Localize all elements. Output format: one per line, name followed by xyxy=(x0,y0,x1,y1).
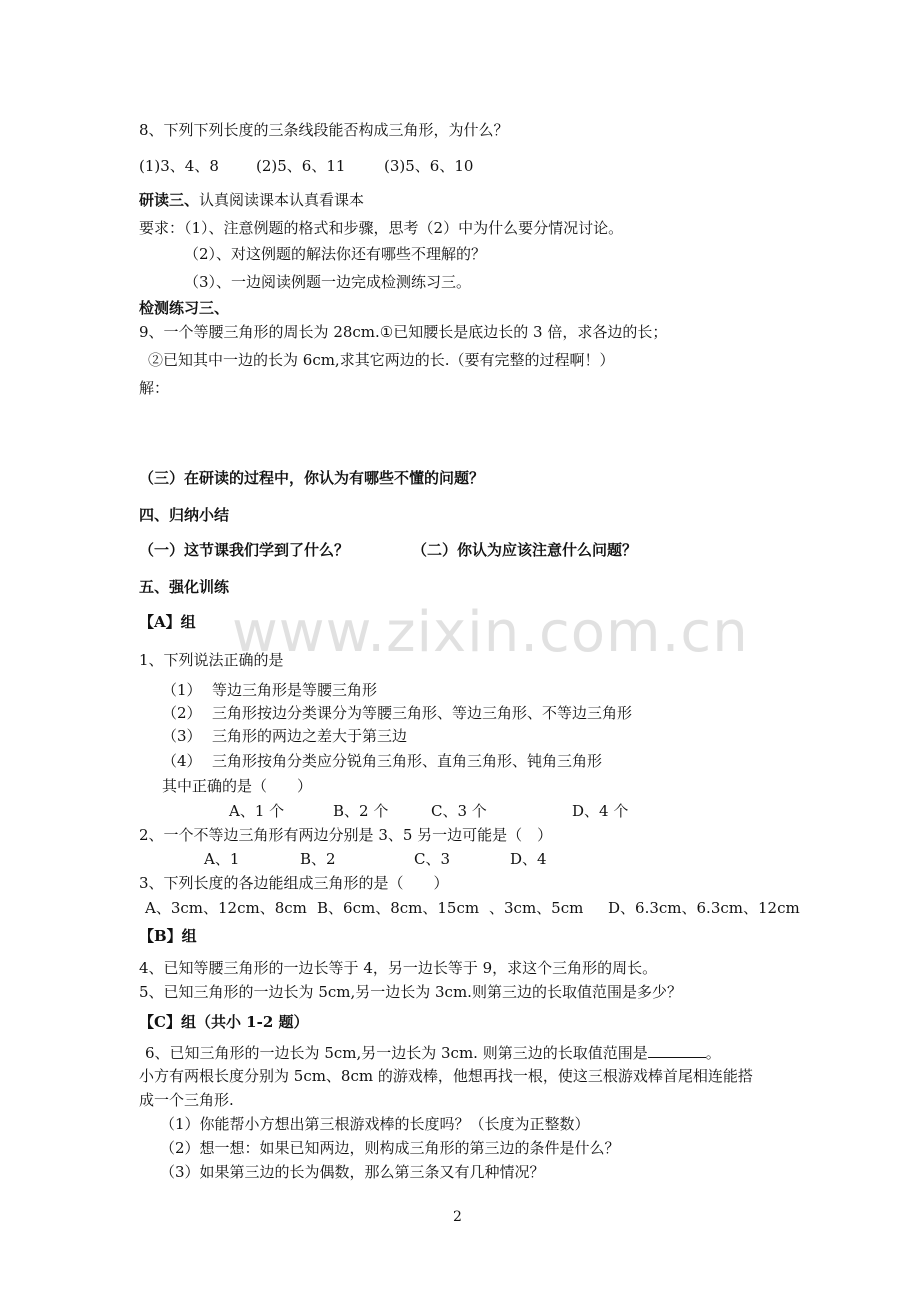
q7-sub-3: （3）如果第三边的长为偶数，那么第三条又有几种情况？ xyxy=(160,1163,545,1181)
q8-option-1: (1)3、4、8 xyxy=(139,157,219,175)
watermark: www.zixin.com.cn xyxy=(232,600,749,665)
q8-option-2: (2)5、6、11 xyxy=(256,157,346,175)
q6-period: 。 xyxy=(705,1044,721,1062)
q3-title: 3、下列长度的各边能组成三角形的是（ ） xyxy=(139,874,449,892)
q1-item-4-num: （4） xyxy=(162,752,202,770)
q9-line-2: ②已知其中一边的长为 6cm,求其它两边的长.（要有完整的过程啊！） xyxy=(148,351,615,369)
q7-sub-2: （2）想一想：如果已知两边，则构成三角形的第三边的条件是什么？ xyxy=(160,1139,620,1157)
q1-item-2-text: 三角形按边分类课分为等腰三角形、等边三角形、不等边三角形 xyxy=(212,704,633,722)
q1-item-1-text: 等边三角形是等腰三角形 xyxy=(212,681,378,699)
q3-choice-d: D、6.3cm、6.3cm、12cm xyxy=(608,899,800,917)
q3-choice-c: 、3cm、5cm xyxy=(489,899,584,917)
q1-choice-d: D、4 个 xyxy=(572,802,629,820)
page-number: 2 xyxy=(453,1209,462,1225)
section4-title: 四、归纳小结 xyxy=(139,506,230,524)
q9-answer-label: 解： xyxy=(139,379,170,397)
group-a-label: 【A】组 xyxy=(139,613,196,631)
study3-req-2: （2）、对这例题的解法你还有哪些不理解的？ xyxy=(184,245,487,263)
q1-title: 1、下列说法正确的是 xyxy=(139,651,284,669)
study3-heading-bold: 研读三、 xyxy=(139,191,200,209)
q5-text: 5、已知三角形的一边长为 5cm,另一边长为 3cm.则第三边的长取值范围是多少？ xyxy=(139,983,682,1001)
study3-req-1: 要求：（1）、注意例题的格式和步骤，思考（2）中为什么要分情况讨论。 xyxy=(139,219,624,237)
q1-item-2-num: （2） xyxy=(162,704,202,722)
q2-choice-b: B、2 xyxy=(300,850,336,868)
q4-text: 4、已知等腰三角形的一边长等于 4，另一边长等于 9，求这个三角形的周长。 xyxy=(139,959,658,977)
group-b-label: 【B】组 xyxy=(139,927,197,945)
section5-title: 五、强化训练 xyxy=(139,578,230,596)
q7-line-2: 成一个三角形. xyxy=(139,1091,234,1109)
q1-prompt: 其中正确的是（ ） xyxy=(162,777,313,795)
q7-sub-1: （1）你能帮小方想出第三根游戏棒的长度吗？（长度为正整数） xyxy=(160,1115,590,1133)
q3-choice-b: B、6cm、8cm、15cm xyxy=(317,899,480,917)
q2-choice-d: D、4 xyxy=(510,850,547,868)
q1-item-4-text: 三角形按角分类应分锐角三角形、直角三角形、钝角三角形 xyxy=(212,752,603,770)
q1-choice-a: A、1 个 xyxy=(229,802,285,820)
q1-item-1-num: （1） xyxy=(162,681,202,699)
q2-choice-c: C、3 xyxy=(414,850,451,868)
q7-line-1: 小方有两根长度分别为 5cm、8cm 的游戏棒，他想再找一根，使这三根游戏棒首尾相连能搭 xyxy=(139,1067,753,1085)
q6-line xyxy=(145,1043,721,1063)
section3-question: （三）在研读的过程中，你认为有哪些不懂的问题？ xyxy=(139,469,485,487)
q1-item-3-text: 三角形的两边之差大于第三边 xyxy=(212,727,408,745)
q6-answer-blank[interactable] xyxy=(648,1043,706,1058)
q8-title: 8、下列下列长度的三条线段能否构成三角形，为什么？ xyxy=(139,121,509,139)
q1-choice-c: C、3 个 xyxy=(431,802,487,820)
q9-line-1: 9、一个等腰三角形的周长为 28cm.①已知腰长是底边长的 3 倍，求各边的长； xyxy=(139,323,668,341)
q3-choice-a: A、3cm、12cm、8cm xyxy=(145,899,307,917)
study3-heading xyxy=(139,190,364,210)
study3-heading-rest: 认真阅读课本认真看课本 xyxy=(199,191,365,209)
q6-text: 6、已知三角形的一边长为 5cm,另一边长为 3cm. 则第三边的长取值范围是 xyxy=(145,1044,648,1062)
group-c-label: 【C】组（共小 1-2 题） xyxy=(139,1013,309,1031)
section4-item-1: （一）这节课我们学到了什么？ xyxy=(139,541,350,559)
q8-option-3: (3)5、6、10 xyxy=(384,157,474,175)
q1-item-3-num: （3） xyxy=(162,727,202,745)
section4-item-2: （二）你认为应该注意什么问题？ xyxy=(412,541,638,559)
practice3-title: 检测练习三、 xyxy=(139,299,230,317)
q1-choice-b: B、2 个 xyxy=(333,802,389,820)
study3-req-3: （3）、一边阅读例题一边完成检测练习三。 xyxy=(184,273,472,291)
q2-title: 2、一个不等边三角形有两边分别是 3、5 另一边可能是（ ） xyxy=(139,826,553,844)
q2-choice-a: A、1 xyxy=(204,850,240,868)
